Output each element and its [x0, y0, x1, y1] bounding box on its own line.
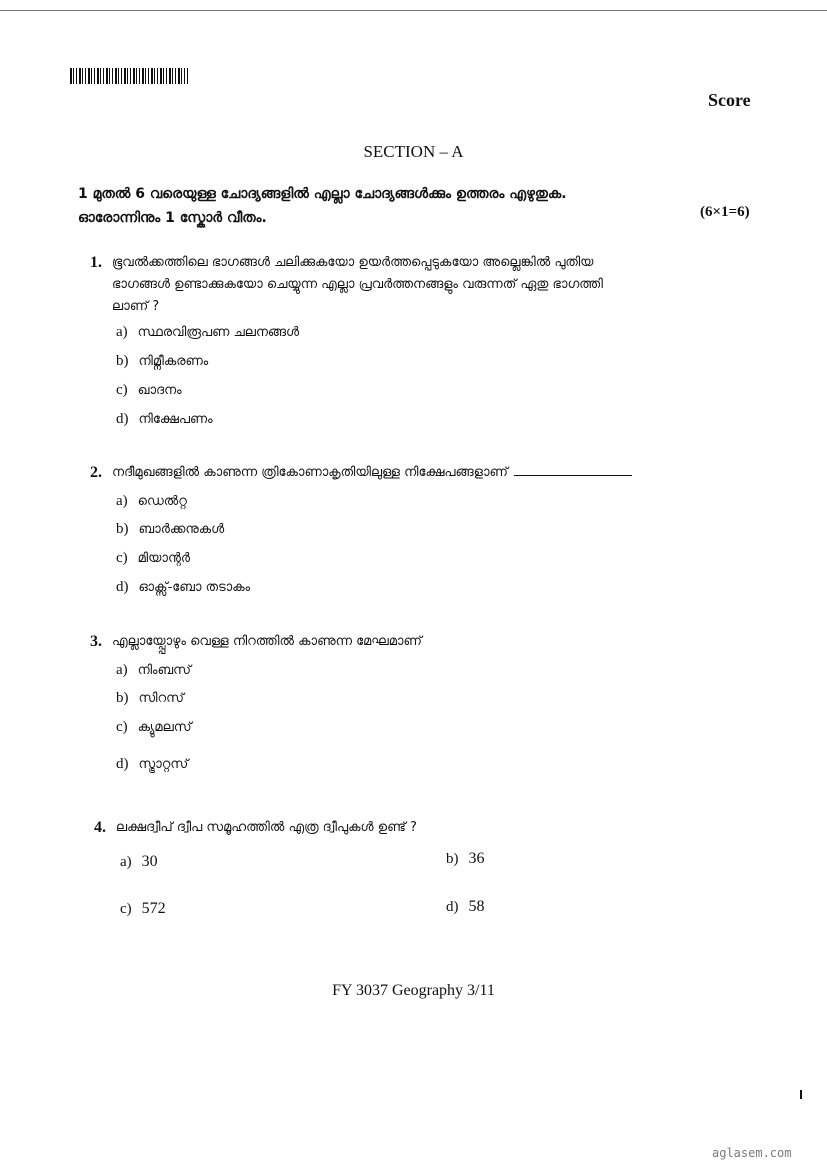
question-text-line: ഭൂവൽക്കത്തിലെ ഭാഗങ്ങൾ ചലിക്കുകയോ ഉയർത്തപ്പെടുകയോ അല്ലെങ്കിൽ പുതിയ [112, 255, 594, 270]
option-1c [116, 382, 182, 399]
option-text: 36 [468, 850, 485, 867]
option-letter: c) [116, 719, 128, 735]
option-text: നിക്ഷേപണം [138, 412, 213, 427]
option-letter: c) [116, 550, 128, 566]
option-4c [120, 900, 166, 918]
question-number: 1. [90, 254, 102, 271]
top-border-line [0, 10, 827, 11]
option-4a [120, 853, 158, 871]
option-3b [116, 690, 184, 707]
option-text: ക്യുമലസ് [137, 720, 192, 735]
option-2d [116, 579, 250, 596]
option-letter: b) [116, 521, 129, 537]
question-3 [90, 631, 752, 653]
option-text: സിറസ് [138, 691, 184, 706]
option-letter: b) [446, 851, 459, 867]
option-2b [116, 521, 224, 538]
option-text: 58 [468, 898, 485, 915]
option-2a [116, 493, 187, 510]
option-text: 572 [141, 900, 166, 917]
margin-mark [800, 1090, 802, 1099]
option-text: സ്ഥരവിരൂപണ ചലനങ്ങൾ [137, 325, 300, 340]
score-label: Score [708, 90, 751, 110]
option-letter: a) [116, 662, 128, 678]
page-footer: FY 3037 Geography 3/11 [332, 982, 495, 999]
option-text: സ്ട്രാറ്റസ് [138, 757, 189, 772]
question-1 [90, 252, 752, 318]
option-letter: b) [116, 690, 129, 706]
question-text-line: നദീമുഖങ്ങളിൽ കാണുന്ന ത്രികോണാകൃതിയിലുള്ള നിക്ഷേപങ്ങളാണ് [112, 465, 508, 480]
option-letter: a) [116, 324, 128, 340]
question-number: 4. [94, 819, 106, 836]
option-1d [116, 411, 213, 428]
question-4 [94, 817, 756, 839]
answer-blank [514, 463, 632, 476]
section-title: SECTION – A [363, 142, 464, 161]
option-4b [446, 850, 485, 868]
question-text-line: ലക്ഷദ്വീപ് ദ്വീപ സമൂഹത്തിൽ എത്ര ദ്വീപുകൾ ഉണ്ട് ? [116, 820, 417, 835]
option-1a [116, 324, 299, 341]
question-text-line: ലാണ് ? [112, 299, 160, 314]
option-1b [116, 353, 208, 370]
option-letter: d) [116, 411, 129, 427]
option-letter: c) [116, 382, 128, 398]
question-number: 2. [90, 464, 102, 481]
option-letter: d) [116, 579, 129, 595]
question-number: 3. [90, 633, 102, 650]
option-letter: d) [446, 899, 459, 915]
instruction-line-2: ഓരോന്നിനും 1 സ്കോർ വീതം. [78, 210, 267, 226]
option-text: ഓക്സ്-ബോ തടാകം [138, 580, 251, 595]
option-text: നിമ്നീകരണം [138, 354, 209, 369]
option-text: ഡെൽറ്റ [137, 494, 187, 509]
option-letter: d) [116, 756, 129, 772]
question-2 [90, 462, 752, 484]
option-letter: a) [120, 854, 132, 870]
option-3d [116, 756, 188, 773]
option-text: മിയാന്റർ [137, 551, 191, 566]
option-letter: a) [116, 493, 128, 509]
barcode-image [70, 68, 188, 84]
option-4d [446, 898, 485, 916]
question-text-line: ഭാഗങ്ങൾ ഉണ്ടാക്കുകയോ ചെയ്യുന്ന എല്ലാ പ്രവർത്തനങ്ങളും വരുന്നത് ഏതു ഭാഗത്തി [112, 277, 603, 292]
option-text: 30 [141, 853, 158, 870]
option-letter: c) [120, 901, 132, 917]
option-3a [116, 662, 191, 679]
marks-allocation: (6×1=6) [700, 204, 750, 220]
option-3c [116, 719, 192, 736]
question-text-line: എല്ലായ്പ്പോഴും വെള്ള നിറത്തിൽ കാണുന്ന മേഘമാണ് [112, 634, 422, 649]
option-2c [116, 550, 190, 567]
instruction-line-1: 1 മുതൽ 6 വരെയുള്ള ചോദ്യങ്ങളിൽ എല്ലാ ചോദ്യങ്ങൾക്കും ഉത്തരം എഴുതുക. [78, 186, 567, 202]
option-text: ബാർക്കനുകൾ [138, 522, 225, 537]
option-text: നിംബസ് [137, 663, 191, 678]
option-letter: b) [116, 353, 129, 369]
option-text: ഖാദനം [137, 383, 182, 398]
watermark-text: aglasem.com [712, 1146, 792, 1160]
